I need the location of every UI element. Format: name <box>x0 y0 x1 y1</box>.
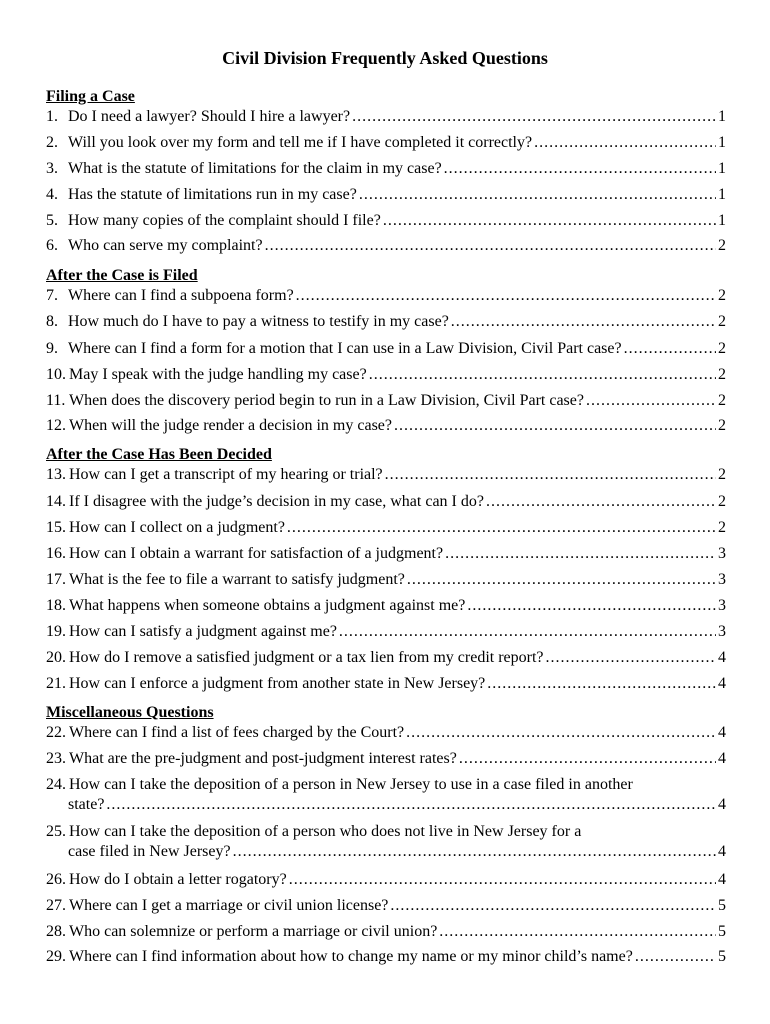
entry-page: 1 <box>718 186 726 203</box>
entry-page: 4 <box>718 843 726 860</box>
entry-question: Who can solemnize or perform a marriage or civil union? <box>69 923 438 940</box>
leader-dots <box>407 570 716 590</box>
entry-number: 1. <box>46 108 58 125</box>
entry-page: 5 <box>718 948 726 965</box>
leader-dots <box>385 465 716 485</box>
entry-question: Where can I find a subpoena form? <box>68 287 294 304</box>
faq-entry[interactable] <box>46 465 726 485</box>
entry-question: May I speak with the judge handling my case? <box>69 366 367 383</box>
leader-dots <box>459 749 716 769</box>
leader-dots <box>359 185 716 205</box>
entry-number: 8. <box>46 313 58 330</box>
faq-entry[interactable] <box>46 570 726 590</box>
leader-dots <box>534 133 716 153</box>
entry-number: 2. <box>46 134 58 151</box>
entry-question-cont: case filed in New Jersey? <box>68 843 231 860</box>
entry-number: 23. <box>46 750 66 767</box>
entry-question: How can I obtain a warrant for satisfaction of a judgment? <box>69 545 444 562</box>
faq-entry[interactable] <box>46 648 726 668</box>
faq-entry[interactable] <box>46 416 726 436</box>
entry-question: When will the judge render a decision in my case? <box>69 417 392 434</box>
faq-entry[interactable] <box>46 107 726 127</box>
faq-entry[interactable] <box>46 674 726 694</box>
leader-dots <box>451 312 716 332</box>
entry-question: What is the fee to file a warrant to satisfy judgment? <box>69 571 405 588</box>
faq-entry[interactable] <box>46 133 726 153</box>
leader-dots <box>486 492 716 512</box>
faq-entry[interactable] <box>46 922 726 942</box>
leader-dots <box>635 947 716 967</box>
entry-number: 7. <box>46 287 58 304</box>
entry-page: 2 <box>718 519 726 536</box>
entry-number: 16. <box>46 545 66 562</box>
entry-page: 2 <box>718 287 726 304</box>
entry-question: How can I enforce a judgment from another state in New Jersey? <box>69 675 486 692</box>
section-heading-after-filed: After the Case is Filed <box>46 267 198 284</box>
entry-number: 27. <box>46 897 66 914</box>
entry-page: 1 <box>718 160 726 177</box>
leader-dots <box>106 795 716 815</box>
entry-question: When does the discovery period begin to run in a Law Division, Civil Part case? <box>69 392 584 409</box>
entry-page: 4 <box>718 750 726 767</box>
entry-question: What is the statute of limitations for the claim in my case? <box>68 160 442 177</box>
entry-number: 18. <box>46 597 66 614</box>
faq-entry[interactable] <box>46 236 726 256</box>
entry-page: 4 <box>718 649 726 666</box>
leader-dots <box>287 518 716 538</box>
leader-dots <box>624 339 716 359</box>
entry-question: How can I collect on a judgment? <box>69 519 285 536</box>
entry-page: 3 <box>718 623 726 640</box>
entry-page: 2 <box>718 366 726 383</box>
faq-entry[interactable] <box>46 896 726 916</box>
entry-question: How can I satisfy a judgment against me? <box>69 623 337 640</box>
entry-page: 4 <box>718 675 726 692</box>
faq-entry[interactable] <box>46 312 726 332</box>
faq-entry[interactable] <box>46 492 726 512</box>
entry-page: 2 <box>718 493 726 510</box>
faq-entry[interactable] <box>46 211 726 231</box>
entry-number: 25. <box>46 823 66 840</box>
faq-entry[interactable] <box>46 622 726 642</box>
entry-question: Do I need a lawyer? Should I hire a lawyer? <box>68 108 351 125</box>
leader-dots <box>586 391 716 411</box>
leader-dots <box>289 870 716 890</box>
entry-question: How can I take the deposition of a person in New Jersey to use in a case filed in another <box>69 776 633 793</box>
entry-question: Where can I find a form for a motion that I can use in a Law Division, Civil Part case? <box>68 340 622 357</box>
entry-page: 5 <box>718 897 726 914</box>
entry-question: How can I take the deposition of a person who does not live in New Jersey for a <box>69 823 582 840</box>
entry-question: How do I remove a satisfied judgment or a tax lien from my credit report? <box>69 649 544 666</box>
page-title: Civil Division Frequently Asked Questions <box>222 48 548 68</box>
faq-entry[interactable] <box>46 339 726 359</box>
faq-entry[interactable] <box>46 947 726 967</box>
leader-dots <box>406 723 716 743</box>
leader-dots <box>369 365 716 385</box>
section-heading-after-decided: After the Case Has Been Decided <box>46 446 272 463</box>
entry-page: 2 <box>718 313 726 330</box>
faq-entry[interactable] <box>46 185 726 205</box>
entry-number: 4. <box>46 186 58 203</box>
entry-number: 14. <box>46 493 66 510</box>
entry-page: 1 <box>718 212 726 229</box>
entry-question: How much do I have to pay a witness to testify in my case? <box>68 313 449 330</box>
entry-page: 5 <box>718 923 726 940</box>
entry-page: 2 <box>718 417 726 434</box>
leader-dots <box>233 842 716 862</box>
entry-number: 13. <box>46 466 66 483</box>
leader-dots <box>445 544 716 564</box>
faq-entry[interactable] <box>46 391 726 411</box>
entry-number: 9. <box>46 340 58 357</box>
leader-dots <box>444 159 716 179</box>
entry-question: Where can I get a marriage or civil union license? <box>69 897 389 914</box>
leader-dots <box>352 107 716 127</box>
leader-dots <box>383 211 716 231</box>
leader-dots <box>439 922 716 942</box>
entry-page: 1 <box>718 108 726 125</box>
entry-question: How do I obtain a letter rogatory? <box>69 871 287 888</box>
entry-number: 5. <box>46 212 58 229</box>
entry-page: 4 <box>718 871 726 888</box>
entry-number: 3. <box>46 160 58 177</box>
faq-entry[interactable] <box>46 544 726 564</box>
section-heading-misc: Miscellaneous Questions <box>46 704 214 721</box>
entry-question: Will you look over my form and tell me if I have completed it correctly? <box>68 134 533 151</box>
entry-number: 6. <box>46 237 58 254</box>
entry-number: 12. <box>46 417 66 434</box>
leader-dots <box>394 416 716 436</box>
faq-entry[interactable] <box>46 775 726 815</box>
entry-page: 4 <box>718 796 726 813</box>
entry-page: 2 <box>718 340 726 357</box>
leader-dots <box>390 896 716 916</box>
entry-page: 4 <box>718 724 726 741</box>
leader-dots <box>339 622 716 642</box>
entry-number: 19. <box>46 623 66 640</box>
entry-question: How can I get a transcript of my hearing or trial? <box>69 466 383 483</box>
entry-page: 1 <box>718 134 726 151</box>
entry-page: 2 <box>718 466 726 483</box>
entry-question: If I disagree with the judge’s decision in my case, what can I do? <box>69 493 484 510</box>
leader-dots <box>265 236 716 256</box>
entry-page: 3 <box>718 597 726 614</box>
faq-entry[interactable] <box>46 518 726 538</box>
entry-number: 10. <box>46 366 66 383</box>
leader-dots <box>487 674 716 694</box>
entry-number: 22. <box>46 724 66 741</box>
entry-page: 3 <box>718 545 726 562</box>
entry-page: 2 <box>718 237 726 254</box>
entry-number: 17. <box>46 571 66 588</box>
entry-number: 21. <box>46 675 66 692</box>
entry-number: 29. <box>46 948 66 965</box>
entry-question: Has the statute of limitations run in my case? <box>68 186 357 203</box>
entry-question: Who can serve my complaint? <box>68 237 263 254</box>
faq-entry[interactable] <box>46 870 726 890</box>
leader-dots <box>296 286 716 306</box>
leader-dots <box>467 596 716 616</box>
entry-number: 26. <box>46 871 66 888</box>
faq-entry[interactable] <box>46 749 726 769</box>
faq-entry[interactable] <box>46 822 726 862</box>
entry-number: 20. <box>46 649 66 666</box>
entry-number: 28. <box>46 923 66 940</box>
entry-page: 3 <box>718 571 726 588</box>
entry-question-cont: state? <box>68 796 105 813</box>
faq-entry[interactable] <box>46 365 726 385</box>
entry-question: What happens when someone obtains a judgment against me? <box>69 597 466 614</box>
entry-question: Where can I find a list of fees charged by the Court? <box>69 724 405 741</box>
entry-page: 2 <box>718 392 726 409</box>
entry-question: Where can I find information about how to change my name or my minor child’s name? <box>69 948 633 965</box>
faq-entry[interactable] <box>46 723 726 743</box>
entry-number: 24. <box>46 776 66 793</box>
leader-dots <box>546 648 716 668</box>
entry-question: How many copies of the complaint should I file? <box>68 212 381 229</box>
entry-number: 15. <box>46 519 66 536</box>
faq-entry[interactable] <box>46 286 726 306</box>
faq-entry[interactable] <box>46 159 726 179</box>
section-heading-filing: Filing a Case <box>46 88 135 105</box>
entry-number: 11. <box>46 392 66 409</box>
faq-entry[interactable] <box>46 596 726 616</box>
entry-question: What are the pre-judgment and post-judgment interest rates? <box>69 750 457 767</box>
